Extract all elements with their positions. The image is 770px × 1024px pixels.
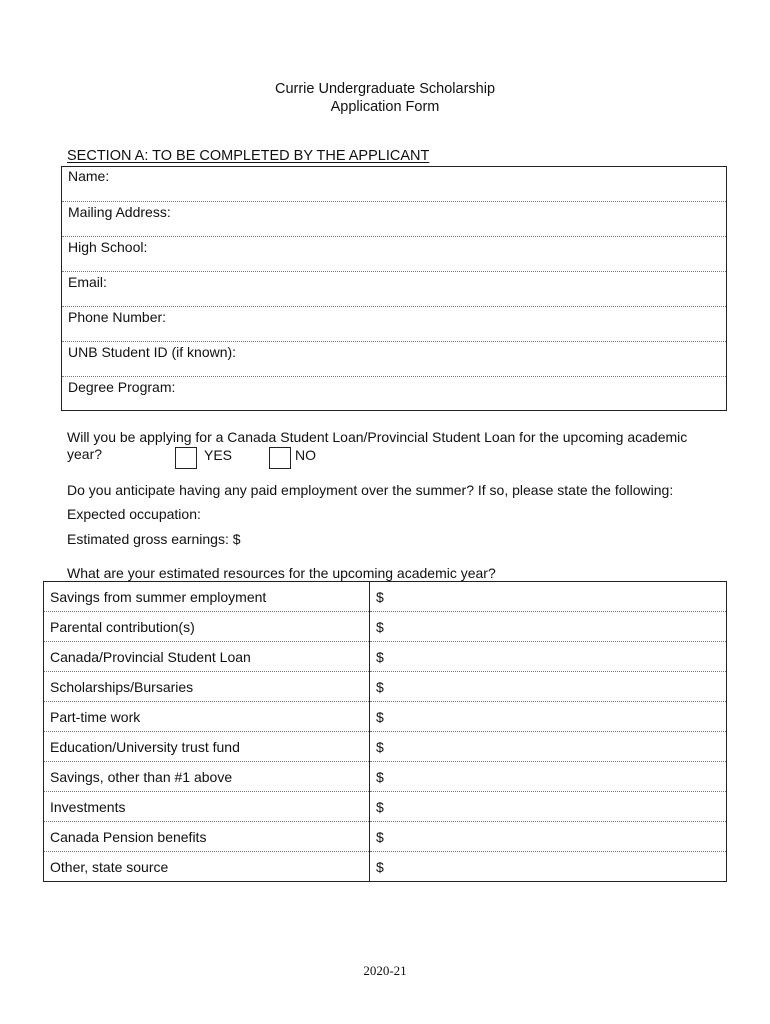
high-school-field[interactable] (62, 237, 726, 272)
resource-label: Canada Pension benefits (44, 822, 370, 852)
table-row (44, 852, 727, 882)
degree-program-field[interactable] (62, 377, 726, 412)
phone-number-label: Phone Number: (68, 309, 167, 325)
section-a-heading: SECTION A: TO BE COMPLETED BY THE APPLICANT (67, 148, 430, 164)
resource-label: Education/University trust fund (44, 732, 370, 762)
loan-question-line2: year? (67, 446, 103, 462)
name-field[interactable] (62, 167, 726, 202)
table-row (44, 732, 727, 762)
resource-amount-field[interactable]: $ (370, 702, 727, 732)
resource-label: Parental contribution(s) (44, 612, 370, 642)
email-label: Email: (68, 274, 107, 290)
yes-label: YES (204, 447, 233, 463)
resource-label: Savings from summer employment (44, 582, 370, 612)
table-row (44, 612, 727, 642)
resource-label: Savings, other than #1 above (44, 762, 370, 792)
resource-label: Part-time work (44, 702, 370, 732)
footer-year: 2020-21 (363, 963, 407, 978)
table-row (44, 792, 727, 822)
resources-question: What are your estimated resources for the upcoming academic year? (67, 565, 496, 581)
form-title (0, 80, 770, 116)
resource-label: Scholarships/Bursaries (44, 672, 370, 702)
table-row (44, 762, 727, 792)
degree-program-label: Degree Program: (68, 379, 176, 395)
resource-amount-field[interactable]: $ (370, 822, 727, 852)
table-row (44, 582, 727, 612)
form-title-line1: Currie Undergraduate Scholarship (274, 81, 496, 97)
loan-question-line1: Will you be applying for a Canada Student Loan/Provincial Student Loan for the upcoming academic (67, 429, 688, 445)
mailing-address-field[interactable] (62, 202, 726, 237)
email-field[interactable] (62, 272, 726, 307)
resource-label: Investments (44, 792, 370, 822)
table-row (44, 672, 727, 702)
high-school-label: High School: (68, 239, 148, 255)
student-id-label: UNB Student ID (if known): (68, 344, 237, 360)
resource-label: Canada/Provincial Student Loan (44, 642, 370, 672)
loan-question (67, 429, 727, 463)
estimated-earnings-label: Estimated gross earnings: $ (67, 531, 241, 547)
table-row (44, 702, 727, 732)
table-row (44, 642, 727, 672)
no-label: NO (295, 447, 316, 463)
student-id-field[interactable] (62, 342, 726, 377)
resource-amount-field[interactable]: $ (370, 792, 727, 822)
no-checkbox[interactable] (269, 447, 291, 469)
form-title-line2: Application Form (330, 99, 440, 115)
resource-amount-field[interactable]: $ (370, 612, 727, 642)
resource-label: Other, state source (44, 852, 370, 882)
expected-occupation-label: Expected occupation: (67, 506, 201, 522)
mailing-address-label: Mailing Address: (68, 204, 171, 220)
employment-question: Do you anticipate having any paid employment over the summer? If so, please state the following: (67, 482, 674, 498)
resource-amount-field[interactable]: $ (376, 858, 384, 875)
resources-table (43, 581, 727, 882)
applicant-info-box (61, 166, 727, 411)
resource-amount-field[interactable]: $ (370, 672, 727, 702)
resource-amount-field[interactable]: $ (370, 762, 727, 792)
name-label: Name: (68, 168, 110, 184)
resource-amount-field[interactable]: $ (370, 642, 727, 672)
resource-amount-field[interactable]: $ (370, 582, 727, 612)
yes-checkbox[interactable] (175, 447, 197, 469)
table-row (44, 822, 727, 852)
phone-number-field[interactable] (62, 307, 726, 342)
resource-amount-field[interactable]: $ (370, 732, 727, 762)
